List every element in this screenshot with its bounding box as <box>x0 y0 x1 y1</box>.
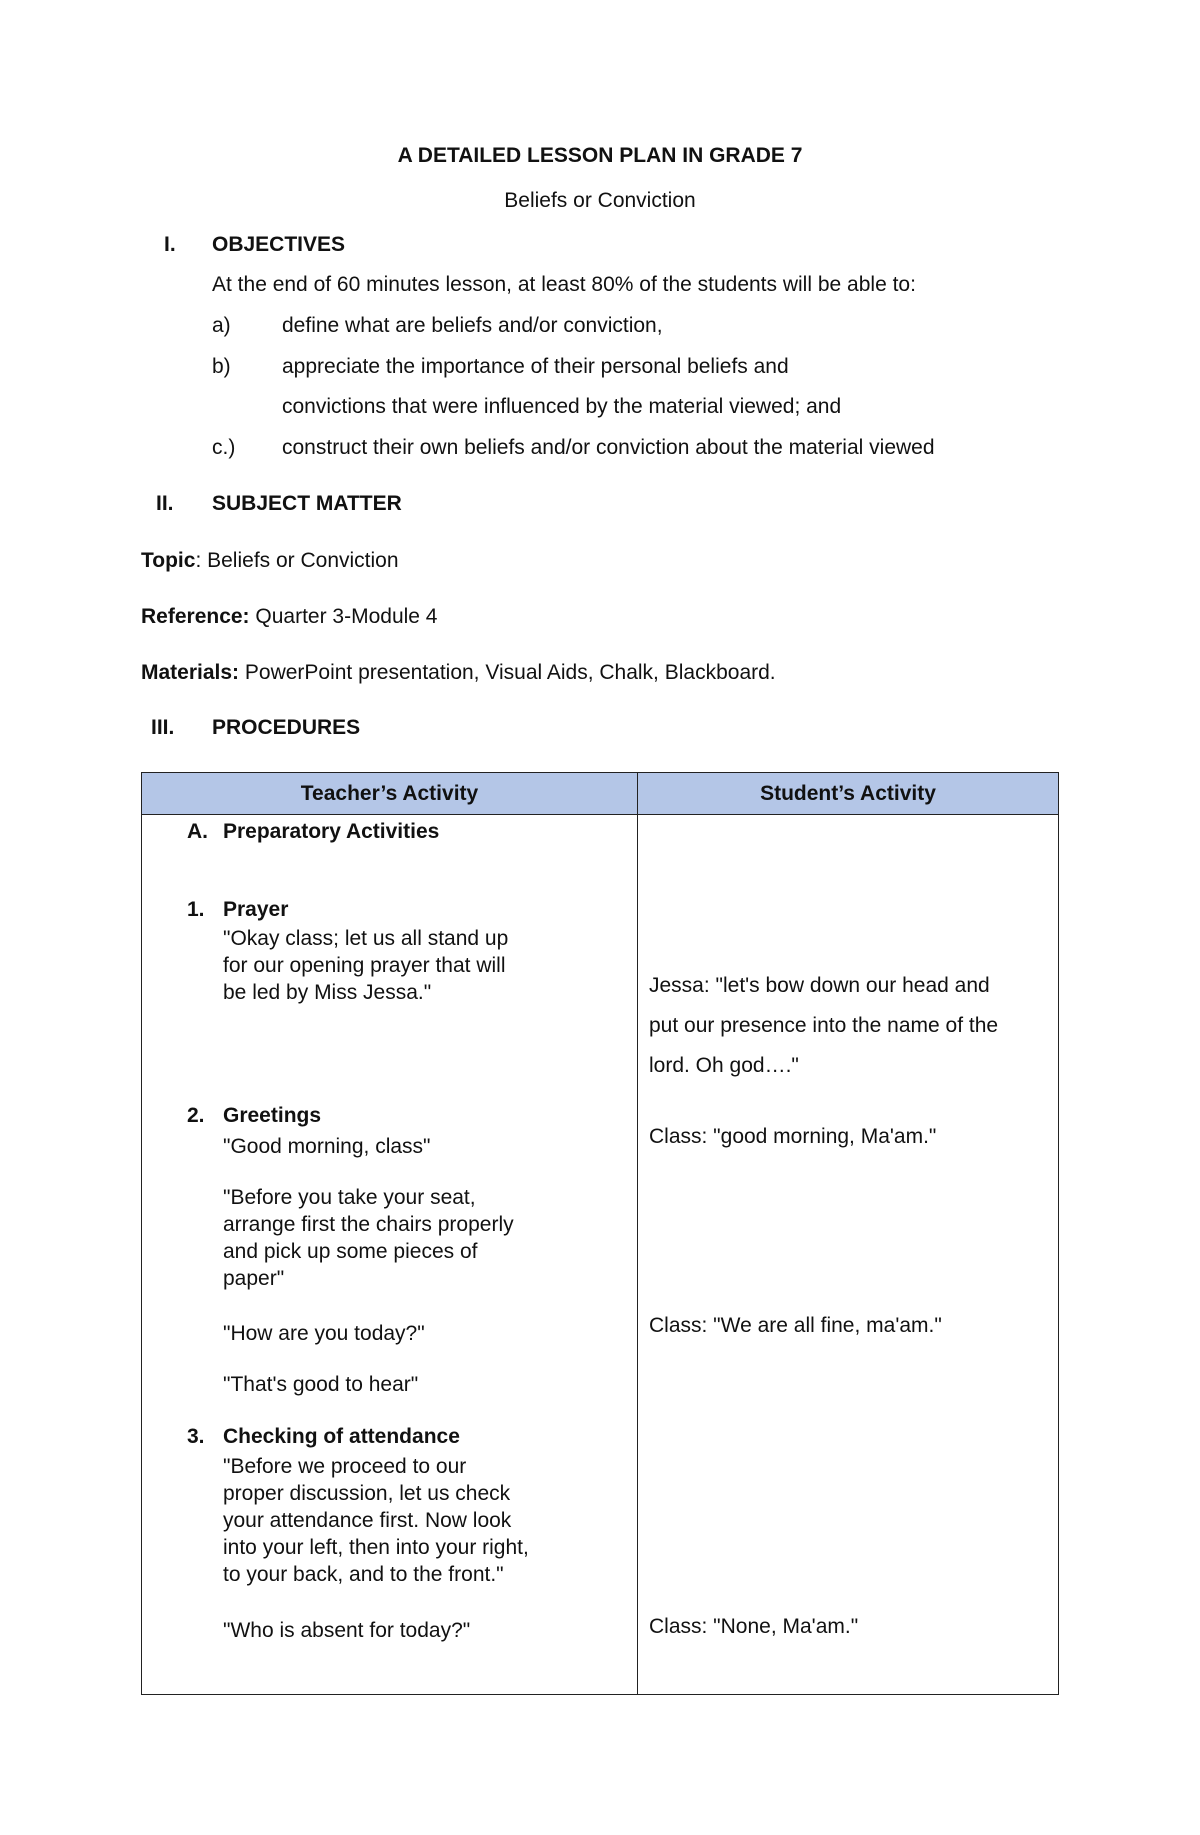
reference-value: Quarter 3-Module 4 <box>249 605 438 628</box>
topic-value: : Beliefs or Conviction <box>195 549 399 572</box>
prayer-response: Jessa: "let's bow down our head and put our presence into the name of the lord. Oh god…." <box>649 974 999 1077</box>
procedures-heading: PROCEDURES <box>212 716 361 739</box>
table-column-divider <box>637 773 638 1694</box>
objective-a-text: define what are beliefs and/or conviction, <box>282 314 663 337</box>
prayer-title: Prayer <box>223 898 289 921</box>
topic-label: Topic <box>141 549 196 572</box>
section-a-marker: A. <box>187 820 208 843</box>
attendance-response: Class: "None, Ma'am." <box>649 1615 859 1638</box>
materials-line <box>141 661 776 685</box>
document-subtitle: Beliefs or Conviction <box>504 189 696 212</box>
subject-matter-numeral: II. <box>156 492 174 515</box>
objective-c-text: construct their own beliefs and/or conviction about the material viewed <box>282 436 935 459</box>
objectives-heading: OBJECTIVES <box>212 233 346 256</box>
topic-line <box>141 549 399 573</box>
reference-line <box>141 605 438 629</box>
prayer-text: "Okay class; let us all stand up for our opening prayer that will be led by Miss Jessa." <box>223 927 509 1004</box>
objective-b-text: appreciate the importance of their personal beliefs and <box>282 355 789 378</box>
objectives-numeral: I. <box>164 233 176 256</box>
prayer-marker: 1. <box>187 898 205 921</box>
attendance-text-2: "Who is absent for today?" <box>223 1619 471 1642</box>
materials-label: Materials: <box>141 661 240 684</box>
objective-c-marker: c.) <box>212 436 236 459</box>
reference-label: Reference: <box>141 605 250 628</box>
objective-a-marker: a) <box>212 314 231 337</box>
greetings-text-1: "Good morning, class" <box>223 1135 431 1158</box>
greetings-text-3: "How are you today?" <box>223 1322 425 1345</box>
attendance-text: "Before we proceed to our proper discussion, let us check your attendance first. Now look into your left, then into your right, to your back, and to the front." <box>223 1455 529 1586</box>
materials-value: PowerPoint presentation, Visual Aids, Chalk, Blackboard. <box>239 661 776 684</box>
column-header-student: Student’s Activity <box>760 782 936 805</box>
objective-b-text-line2: convictions that were influenced by the material viewed; and <box>282 395 842 418</box>
procedures-numeral: III. <box>151 716 175 739</box>
greetings-text-4: "That's good to hear" <box>223 1373 419 1396</box>
greetings-response-1: Class: "good morning, Ma'am." <box>649 1125 937 1148</box>
attendance-title: Checking of attendance <box>223 1425 460 1448</box>
procedures-table <box>141 772 1059 1695</box>
document-title: A DETAILED LESSON PLAN IN GRADE 7 <box>397 144 803 167</box>
greetings-response-2: Class: "We are all fine, ma'am." <box>649 1314 942 1337</box>
column-header-teacher: Teacher’s Activity <box>300 782 479 805</box>
greetings-title: Greetings <box>223 1104 322 1127</box>
objectives-intro: At the end of 60 minutes lesson, at least 80% of the students will be able to: <box>212 273 916 296</box>
attendance-marker: 3. <box>187 1425 205 1448</box>
greetings-text-2: "Before you take your seat, arrange first the chairs properly and pick up some pieces of paper" <box>223 1186 514 1290</box>
objective-b-marker: b) <box>212 355 231 378</box>
subject-matter-heading: SUBJECT MATTER <box>212 492 402 515</box>
section-a-title: Preparatory Activities <box>223 820 440 843</box>
greetings-marker: 2. <box>187 1104 205 1127</box>
